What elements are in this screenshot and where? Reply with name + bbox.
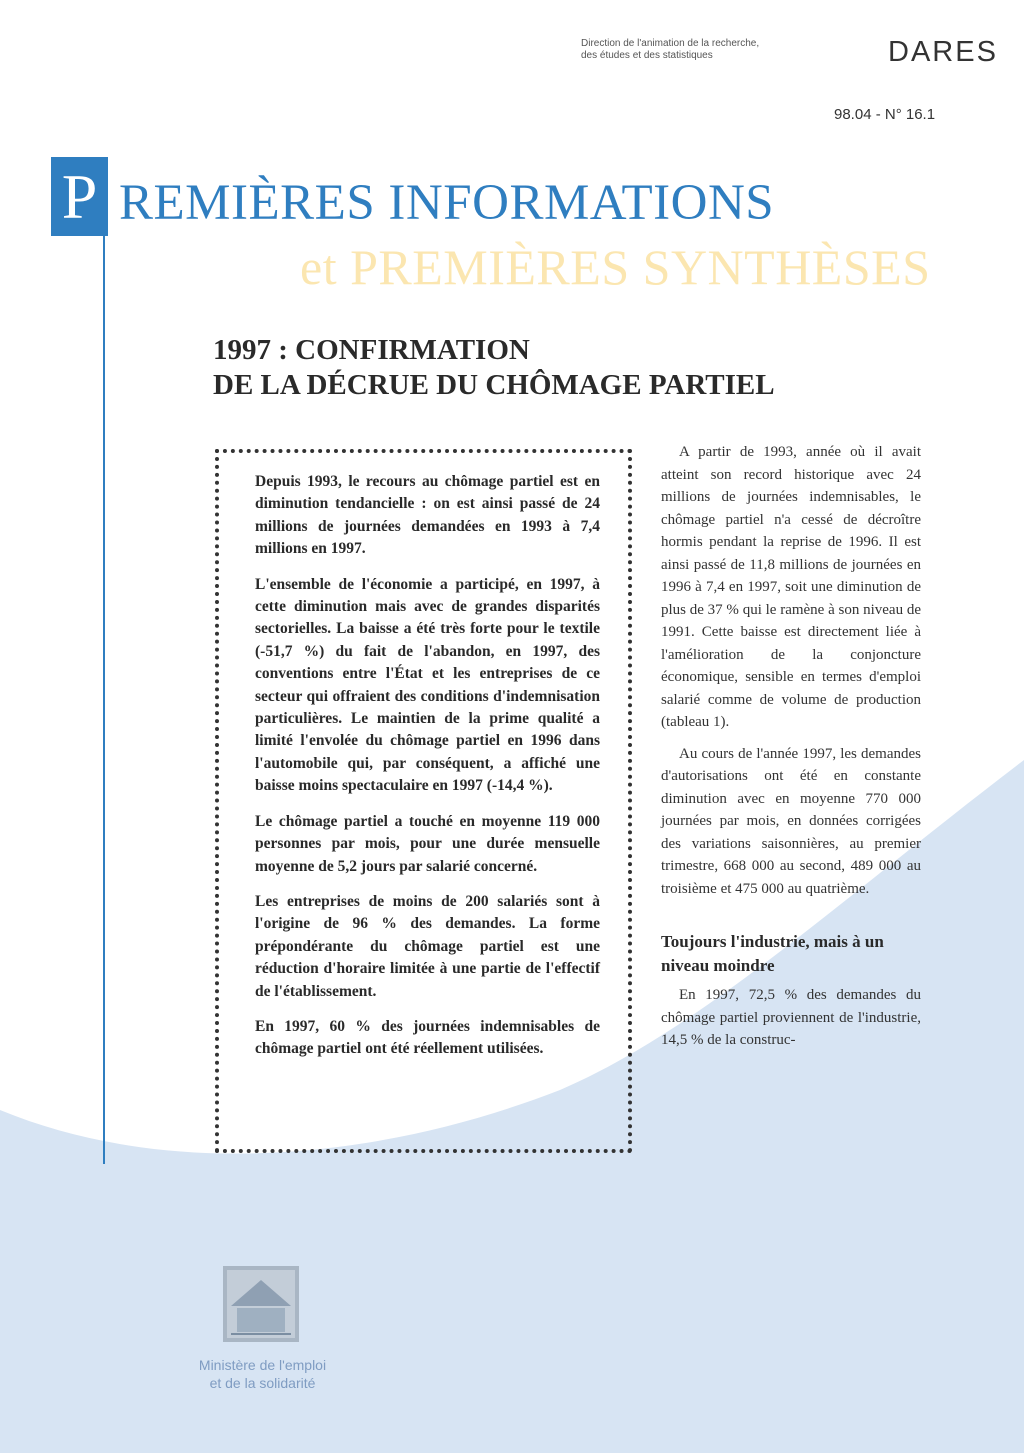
section-heading: Toujours l'industrie, mais à un niveau moindre (661, 932, 884, 975)
headline-line-1: 1997 : CONFIRMATION (213, 334, 530, 366)
summary-paragraph: Les entreprises de moins de 200 salariés sont à l'origine de 96 % des demandes. La forme prépondérante du chômage partiel est une réduction d'horaire limitée à une partie de l'effectif de l'établissement. (255, 892, 600, 1000)
ministry-name (180, 1356, 345, 1392)
ministry-logo (223, 1266, 299, 1342)
article-headline (213, 333, 775, 403)
body-paragraph: Au cours de l'année 1997, les demandes d'autorisations ont été en constante diminution avec en moyenne 770 000 journées par mois, en données corrigées des variations saisonnières, au premier trimestre, 668 000 au second, 489 000 au troisième et 475 000 au quatrième. (661, 745, 921, 897)
body-column (661, 441, 921, 1061)
body-paragraph: A partir de 1993, année où il avait atteint son record historique avec 24 millions de journées indemnisables, le chômage partiel n'a cessé de décroître hormis pendant la reprise de 1996. Il est ainsi passé de 11,8 millions de journées en 1996 à 7,4 en 1997, soit une diminution de plus de 37 % qui le ramène à son niveau de 1991. Cette baisse est directement liée à l'amélioration de la conjoncture économique, sensible en termes d'emploi salarié comme de volume de production (tableau 1). (661, 444, 921, 730)
summary-paragraph: L'ensemble de l'économie a participé, en 1997, à cette diminution mais avec de grandes disparités sectorielles. La baisse a été très forte pour le textile (-51,7 %) du fait de l'abandon, en 1997, des conventions entre l'État et les entreprises de ce secteur qui offraient des conditions d'indemnisation particulières. Le maintien de la prime qualité a limité l'envolée du chômage partiel en 1996 dans l'automobile qui, par conséquent, a affiché une baisse moins spectaculaire en 1997 (-14,4 %). (255, 575, 600, 795)
summary-paragraph: Depuis 1993, le recours au chômage partiel est en diminution tendancielle : on est ainsi passé de 24 millions de journées demandées en 1993 à 7,4 millions en 1997. (255, 473, 600, 558)
ministry-line-2: et de la solidarité (209, 1375, 316, 1391)
masthead-initial-box: P (51, 157, 108, 236)
body-paragraph: En 1997, 72,5 % des demandes du chômage partiel proviennent de l'industrie, 14,5 % de la construc- (661, 987, 921, 1048)
directorate-line-2: des études et des statistiques (581, 50, 713, 61)
summary-paragraph: Le chômage partiel a touché en moyenne 119 000 personnes par mois, pour une durée mensuelle moyenne de 5,2 jours par salarié concerné. (255, 812, 600, 875)
issue-number: 98.04 - N° 16.1 (834, 106, 936, 123)
dares-acronym: DARES (888, 36, 998, 68)
issuing-directorate (581, 38, 841, 62)
directorate-line-1: Direction de l'animation de la recherche, (581, 38, 760, 49)
summary-paragraph: En 1997, 60 % des journées indemnisables de chômage partiel ont été réellement utilisées. (255, 1017, 600, 1058)
summary-box (215, 449, 632, 1153)
masthead-vertical-rule (103, 236, 105, 1164)
headline-line-2: DE LA DÉCRUE DU CHÔMAGE PARTIEL (213, 369, 775, 401)
masthead-subtitle: et PREMIÈRES SYNTHÈSES (300, 239, 931, 295)
ministry-line-1: Ministère de l'emploi (198, 1357, 327, 1373)
masthead-title: REMIÈRES INFORMATIONS (119, 175, 775, 231)
